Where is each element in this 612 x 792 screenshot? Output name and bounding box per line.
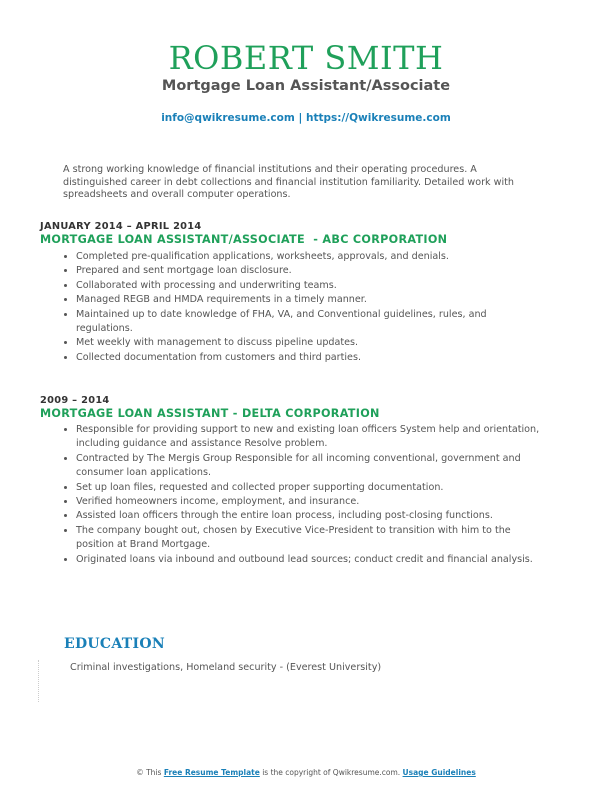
list-item: • Set up loan files, requested and collected proper supporting documentation. [76, 481, 546, 495]
list-item: • Managed REGB and HMDA requirements in a timely manner. [76, 293, 546, 307]
list-item: • Contracted by The Mergis Group Responsible for all incoming conventional, government and consumer loan applications. [76, 452, 546, 481]
list-item: • Responsible for providing support to new and existing loan officers System help and orientation, including guidance and assistance Resolve problem. [76, 423, 546, 452]
summary-text: A strong working knowledge of financial institutions and their operating procedures. A distinguished career in debt collections and financial institution familiarity. Detailed work with spreadsheets and overall computer operations. [63, 164, 515, 200]
job-1-bullets [58, 250, 546, 365]
usage-guidelines-link[interactable]: Usage Guidelines [402, 768, 476, 777]
list-item: • Originated loans via inbound and outbound lead sources; conduct credit and financial analysis. [76, 553, 546, 567]
list-item: • Prepared and sent mortgage loan disclosure. [76, 264, 546, 278]
footer-middle: is the copyright of Qwikresume.com. [259, 768, 403, 777]
list-item: • Maintained up to date knowledge of FHA, VA, and Conventional guidelines, rules, and regulations. [76, 308, 546, 337]
list-item: • Collected documentation from customers and third parties. [76, 351, 546, 365]
free-resume-template-link[interactable]: Free Resume Template [163, 768, 260, 777]
list-item: • Met weekly with management to discuss pipeline updates. [76, 336, 546, 350]
list-item: • The company bought out, chosen by Executive Vice-President to transition with him to the position at Brand Mortgage. [76, 524, 546, 553]
job-2-dates: 2009 – 2014 [40, 395, 110, 406]
education-divider [38, 660, 39, 702]
list-item: • Collaborated with processing and underwriting teams. [76, 279, 546, 293]
list-item: • Completed pre-qualification applications, worksheets, approvals, and denials. [76, 250, 546, 264]
candidate-name: ROBERT SMITH [168, 39, 444, 77]
job-1-role: MORTGAGE LOAN ASSISTANT/ASSOCIATE - ABC CORPORATION [40, 233, 448, 246]
contact-separator: | [294, 112, 306, 124]
list-item: • Assisted loan officers through the entire loan process, including post-closing functions. [76, 509, 546, 523]
website-link[interactable]: https://Qwikresume.com [305, 112, 451, 124]
job-1-dates: JANUARY 2014 – APRIL 2014 [40, 221, 202, 232]
education-heading: EDUCATION [64, 636, 165, 652]
list-item: • Verified homeowners income, employment, and insurance. [76, 495, 546, 509]
job-2-bullets [58, 423, 546, 567]
email-link[interactable]: info@qwikresume.com [161, 112, 295, 124]
contact-line [0, 111, 612, 125]
job-2-role: MORTGAGE LOAN ASSISTANT - DELTA CORPORATION [40, 407, 380, 420]
candidate-title: Mortgage Loan Assistant/Associate [161, 78, 451, 94]
education-entry: Criminal investigations, Homeland security - (Everest University) [70, 662, 382, 673]
copyright-footer [0, 768, 612, 778]
footer-prefix: © This [136, 768, 164, 777]
